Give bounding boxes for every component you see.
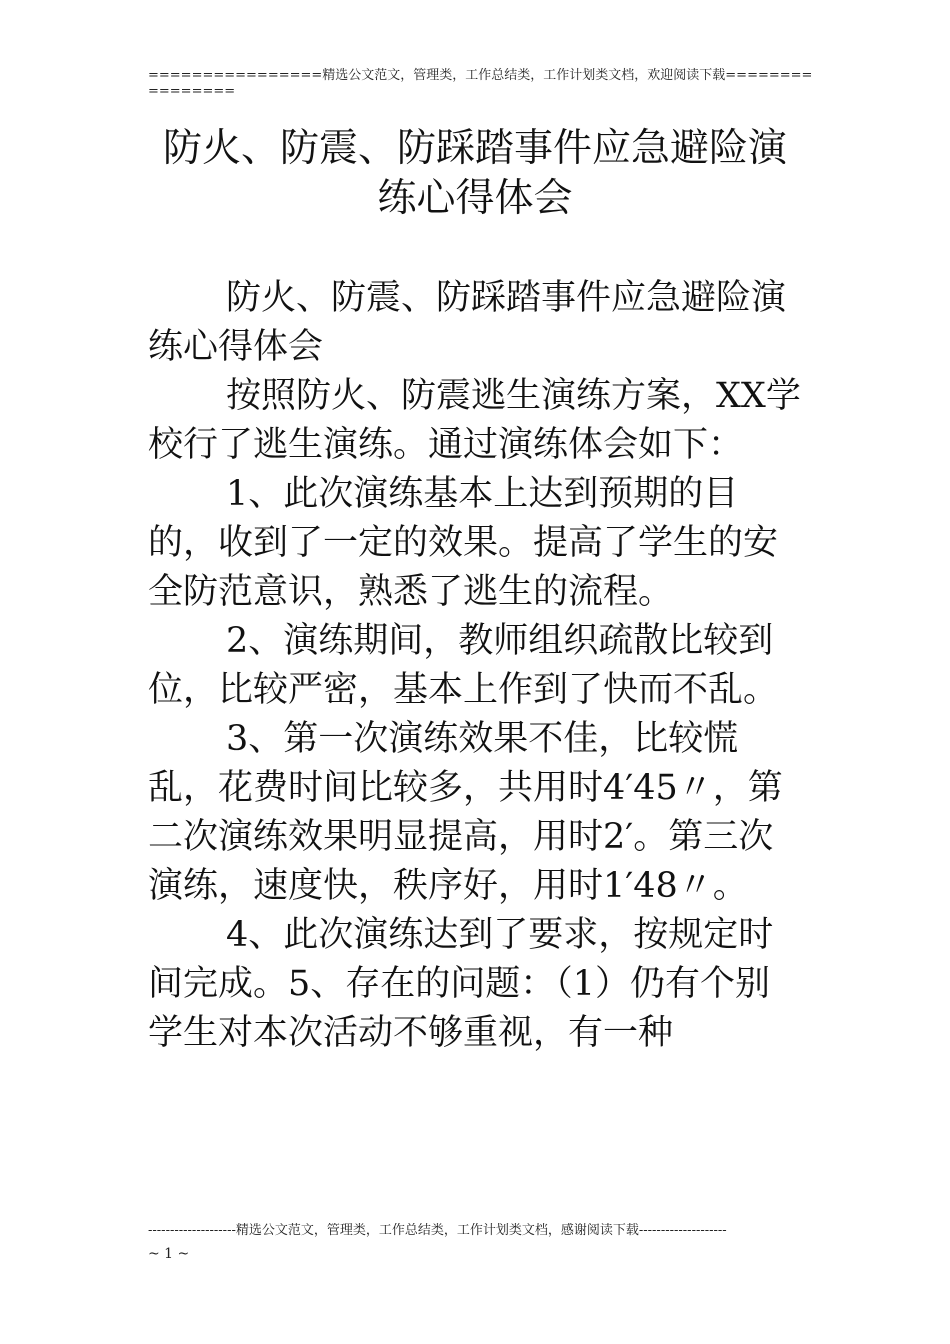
footer-note: --------------------精选公文范文，管理类，工作总结类，工作计划类文档，感谢阅读下载-------------------- [148, 1223, 727, 1238]
paragraph: 1、此次演练基本上达到预期的目的，收到了一定的效果。提高了学生的安全防范意识，熟悉了逃生的流程。 [148, 474, 779, 612]
paragraph: 3、第一次演练效果不佳，比较慌乱，花费时间比较多，共用时4′45〃，第二次演练效果明显提高，用时2′。第三次演练，速度快，秩序好，用时1′48〃。 [148, 719, 783, 906]
paragraph: 按照防火、防震逃生演练方案，XX学校行了逃生演练。通过演练体会如下： [148, 376, 801, 465]
page-number: ~ 1 ~ [148, 1246, 190, 1262]
header-note: ================精选公文范文，管理类，工作总结类，工作计划类文档，欢迎阅读下载================ [148, 68, 813, 99]
paragraph: 2、演练期间，教师组织疏散比较到位，比较严密，基本上作到了快而不乱。 [148, 621, 779, 710]
paragraph: 4、此次演练达到了要求，按规定时间完成。5、存在的问题：（1）仍有个别学生对本次活动不够重视，有一种 [148, 915, 774, 1053]
document-body [148, 274, 802, 1058]
document-title: 防火、防震、防踩踏事件应急避险演练心得体会 [162, 126, 787, 221]
paragraph: 防火、防震、防踩踏事件应急避险演练心得体会 [148, 278, 787, 367]
